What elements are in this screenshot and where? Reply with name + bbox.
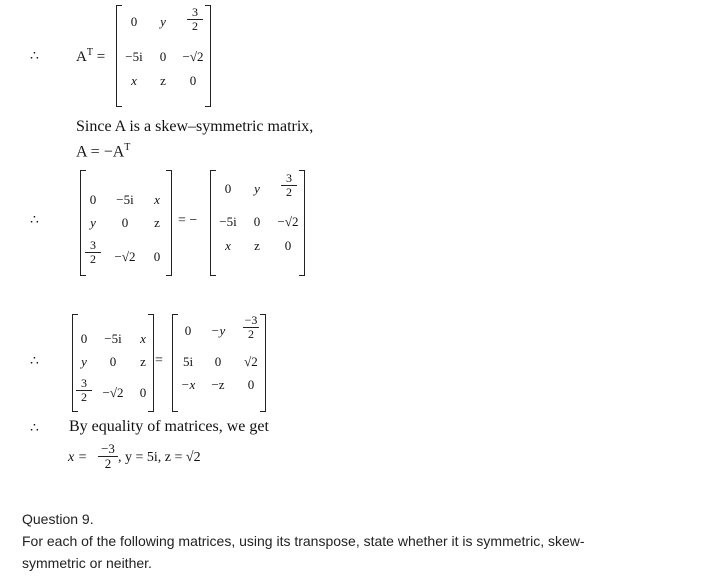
- matrix-cell: 0: [189, 73, 197, 88]
- transpose-label-a: A: [76, 49, 87, 65]
- matrix-cell: 0: [121, 215, 129, 230]
- x-equals-label: x =: [68, 450, 88, 465]
- matrix-cell: y: [90, 215, 96, 230]
- fraction-numerator: −3: [244, 313, 258, 327]
- fraction-numerator: 3: [76, 377, 92, 391]
- therefore-symbol: ∴: [30, 354, 39, 369]
- matrix-cell: z: [140, 354, 146, 369]
- fraction-denominator: 2: [81, 390, 87, 404]
- matrix-cell: x: [131, 73, 137, 88]
- fraction-denominator: 2: [192, 19, 198, 33]
- matrix-cell: −5i: [104, 331, 122, 346]
- question-title: Question 9.: [22, 511, 94, 527]
- matrix-cell: −y: [210, 323, 226, 338]
- matrix-fraction: [243, 314, 259, 341]
- matrix-cell: 0: [284, 238, 292, 253]
- statement-line1: Since A is a skew–symmetric matrix,: [76, 118, 314, 135]
- matrix-cell: 0: [80, 331, 88, 346]
- matrix-cell: 0: [184, 323, 192, 338]
- matrix-cell: 0: [153, 249, 161, 264]
- matrix-cell: 5i: [182, 354, 194, 369]
- matrix-cell: z: [254, 238, 260, 253]
- matrix-cell: −x: [180, 377, 196, 392]
- matrix-cell: x: [225, 238, 231, 253]
- matrix-cell: 0: [109, 354, 117, 369]
- matrix-fraction: [76, 377, 92, 404]
- fraction-numerator: 3: [187, 6, 203, 20]
- matrix-cell: √2: [244, 354, 258, 369]
- statement-equation: A = −A: [76, 143, 125, 161]
- matrix-cell: y: [160, 14, 166, 29]
- therefore-symbol: ∴: [30, 421, 39, 436]
- matrix-cell: y: [254, 181, 260, 196]
- matrix-cell: 0: [224, 181, 232, 196]
- matrix-cell: −5i: [116, 192, 134, 207]
- equals-sign: =: [155, 353, 163, 368]
- transpose-label: [76, 47, 105, 66]
- matrix-cell: −5i: [219, 214, 237, 229]
- fraction-numerator: 3: [281, 172, 297, 186]
- statement-equation-sup: T: [124, 142, 131, 153]
- fraction-denominator: 2: [286, 185, 292, 199]
- matrix-cell: −z: [211, 377, 225, 392]
- conclusion-values: , y = 5i, z = √2: [118, 450, 201, 465]
- fraction-denominator: 2: [90, 252, 96, 266]
- x-value-fraction: [98, 442, 118, 471]
- matrix-cell: y: [81, 354, 87, 369]
- matrix-cell: 0: [214, 354, 222, 369]
- fraction-denominator: 2: [104, 456, 112, 471]
- matrix-cell: −√2: [182, 49, 204, 64]
- transpose-label-sup: T: [86, 47, 93, 58]
- therefore-symbol: ∴: [30, 49, 39, 64]
- matrix-cell: −√2: [114, 249, 136, 264]
- statement-line2: [76, 142, 130, 161]
- question-text-line2: symmetric or neither.: [22, 555, 152, 571]
- matrix-cell: −√2: [102, 385, 124, 400]
- matrix-cell: 0: [253, 214, 261, 229]
- equals-sign: =: [96, 49, 106, 65]
- matrix-fraction: [281, 172, 297, 199]
- matrix-cell: 0: [159, 49, 167, 64]
- matrix-cell: z: [154, 215, 160, 230]
- question-text-line1: For each of the following matrices, using its transpose, state whether it is symmetric, skew-: [22, 533, 585, 549]
- matrix-cell: 0: [89, 192, 97, 207]
- matrix-cell: 0: [130, 14, 138, 29]
- matrix-fraction: [187, 6, 203, 33]
- fraction-numerator: 3: [85, 239, 101, 253]
- equals-negative-sign: = −: [178, 213, 198, 228]
- matrix-cell: 0: [247, 377, 255, 392]
- matrix-cell: z: [160, 73, 166, 88]
- conclusion-line1: By equality of matrices, we get: [69, 418, 269, 435]
- matrix-fraction: [85, 239, 101, 266]
- therefore-symbol: ∴: [30, 213, 39, 228]
- matrix-cell: x: [154, 192, 160, 207]
- matrix-cell: −√2: [277, 214, 299, 229]
- matrix-cell: 0: [139, 385, 147, 400]
- fraction-denominator: 2: [248, 327, 254, 341]
- matrix-cell: x: [140, 331, 146, 346]
- matrix-cell: −5i: [125, 49, 143, 64]
- fraction-numerator: −3: [98, 442, 118, 457]
